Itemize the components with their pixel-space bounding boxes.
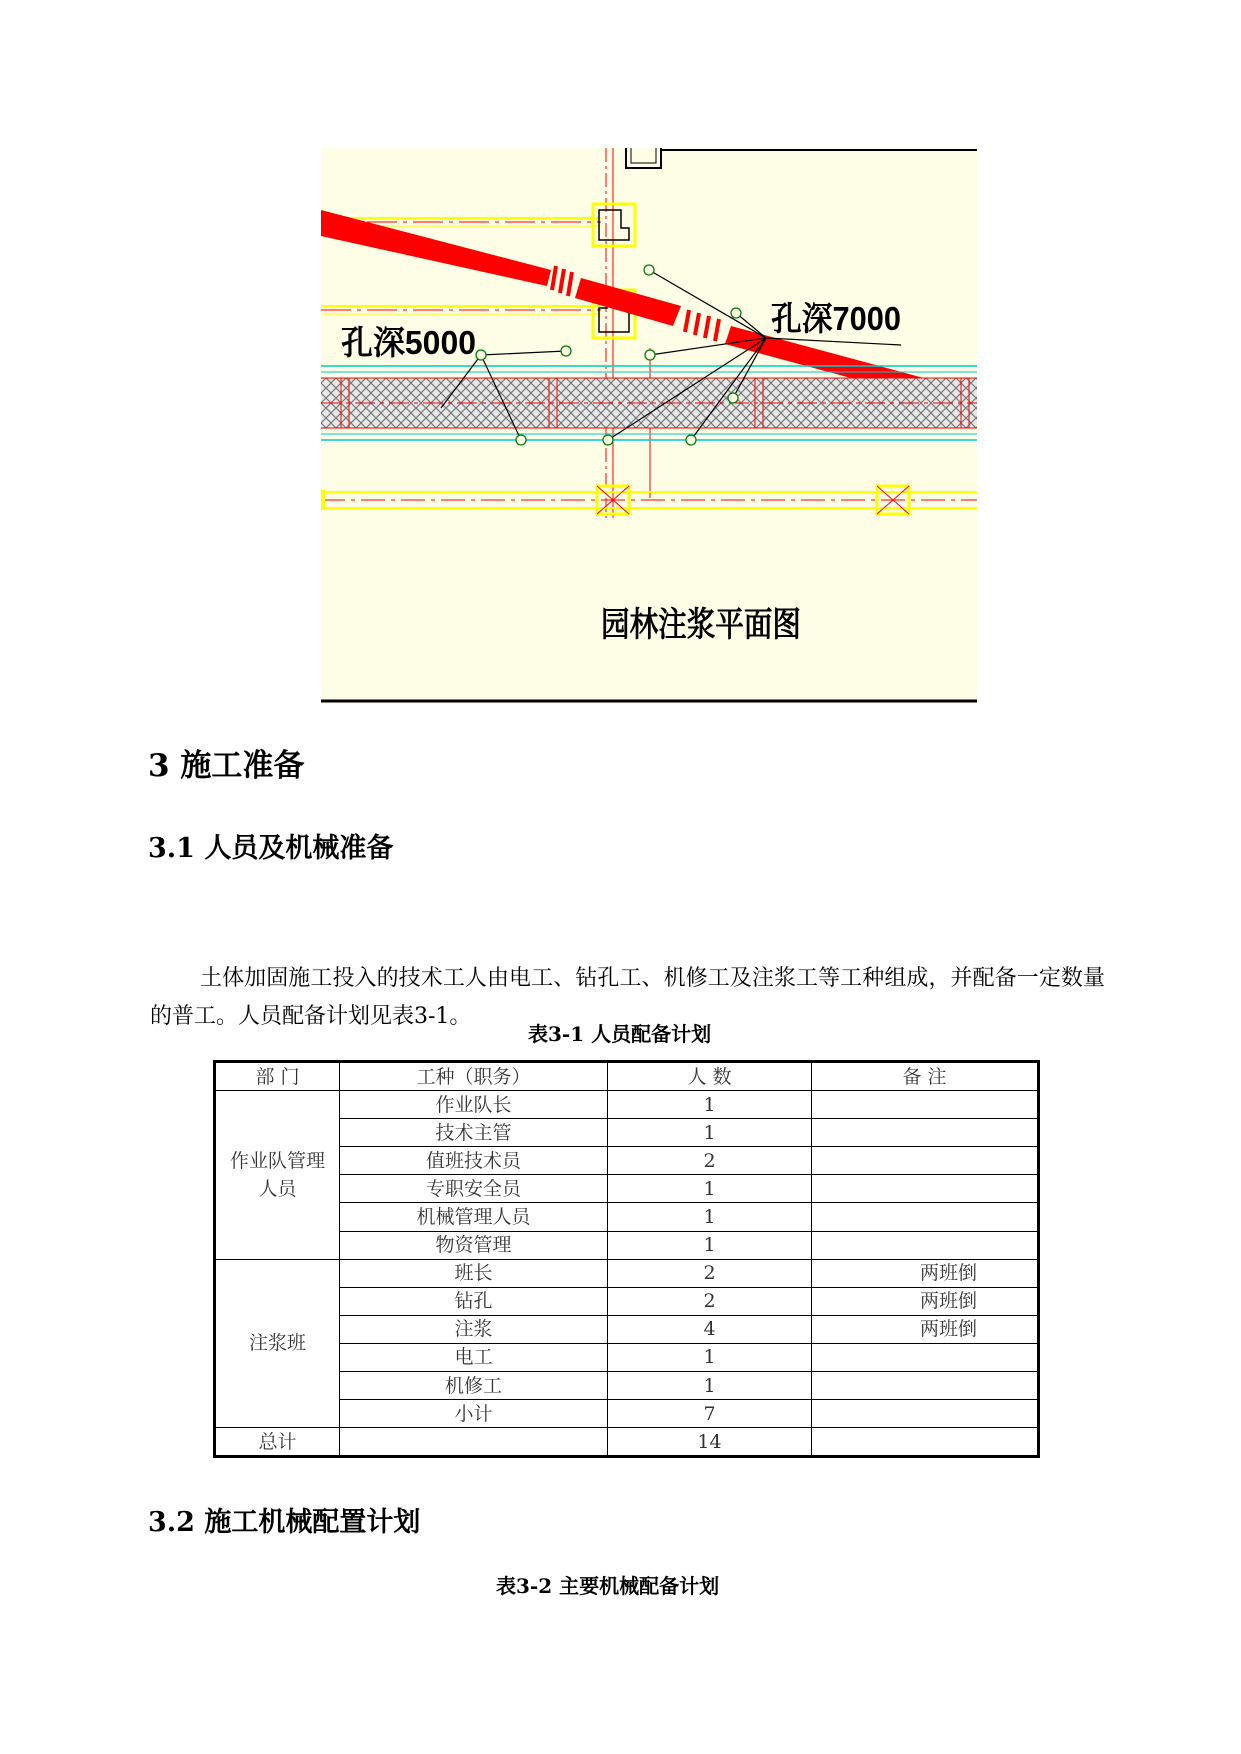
note-cell — [812, 1119, 1039, 1147]
role-cell — [340, 1428, 608, 1457]
table-row — [215, 1259, 1039, 1287]
hole-depth-label: 孔深7000 — [771, 300, 901, 337]
hole-depth-label: 孔深5000 — [341, 324, 476, 361]
role-cell: 机修工 — [340, 1372, 608, 1400]
role-cell: 技术主管 — [340, 1119, 608, 1147]
table-row — [215, 1091, 1039, 1119]
role-cell: 值班技术员 — [340, 1147, 608, 1175]
count-cell: 1 — [608, 1119, 812, 1147]
note-cell — [812, 1091, 1039, 1119]
table-caption: 表3-1 人员配备计划 — [528, 1022, 712, 1046]
column-header: 人 数 — [608, 1062, 812, 1091]
note-cell — [812, 1343, 1039, 1371]
count-cell: 1 — [608, 1091, 812, 1119]
role-cell: 物资管理 — [340, 1231, 608, 1259]
total-label-cell: 总计 — [215, 1428, 340, 1457]
count-cell: 1 — [608, 1372, 812, 1400]
count-cell: 1 — [608, 1203, 812, 1231]
subsection-heading: 3.1 人员及机械准备 — [148, 833, 394, 864]
note-cell — [812, 1400, 1039, 1428]
role-cell: 小计 — [340, 1400, 608, 1428]
note-cell — [812, 1428, 1039, 1457]
column-header: 工种（职务） — [340, 1062, 608, 1091]
note-cell — [812, 1147, 1039, 1175]
note-cell: 两班倒 — [812, 1315, 1039, 1343]
role-cell: 电工 — [340, 1343, 608, 1371]
note-cell: 两班倒 — [812, 1259, 1039, 1287]
column-header: 备 注 — [812, 1062, 1039, 1091]
column-header: 部 门 — [215, 1062, 340, 1091]
role-cell: 注浆 — [340, 1315, 608, 1343]
count-cell: 2 — [608, 1147, 812, 1175]
grouting-plan-drawing — [321, 148, 977, 704]
note-cell — [812, 1175, 1039, 1203]
count-cell: 1 — [608, 1175, 812, 1203]
count-cell: 4 — [608, 1315, 812, 1343]
note-cell — [812, 1203, 1039, 1231]
note-cell: 两班倒 — [812, 1287, 1039, 1315]
subsection-heading: 3.2 施工机械配置计划 — [148, 1507, 421, 1538]
note-cell — [812, 1372, 1039, 1400]
table-caption: 表3-2 主要机械配备计划 — [496, 1574, 720, 1598]
count-cell: 2 — [608, 1287, 812, 1315]
staffing-table — [213, 1060, 1040, 1458]
table-header-row — [215, 1062, 1039, 1091]
note-cell — [812, 1231, 1039, 1259]
count-cell: 7 — [608, 1400, 812, 1428]
drawing-title: 园林注浆平面图 — [601, 605, 801, 645]
role-cell: 机械管理人员 — [340, 1203, 608, 1231]
role-cell: 班长 — [340, 1259, 608, 1287]
section-heading: 3 施工准备 — [148, 748, 305, 784]
role-cell: 作业队长 — [340, 1091, 608, 1119]
total-row — [215, 1428, 1039, 1457]
role-cell: 钻孔 — [340, 1287, 608, 1315]
role-cell: 专职安全员 — [340, 1175, 608, 1203]
body-paragraph: 土体加固施工投入的技术工人由电工、钻孔工、机修工及注浆工等工种组成，并配备一定数量的普工。人员配备计划见表3-1。 — [150, 966, 1105, 1029]
total-count-cell: 14 — [608, 1428, 812, 1457]
count-cell: 2 — [608, 1259, 812, 1287]
department-cell: 注浆班 — [215, 1259, 340, 1428]
department-cell: 作业队管理人员 — [215, 1091, 340, 1260]
count-cell: 1 — [608, 1343, 812, 1371]
count-cell: 1 — [608, 1231, 812, 1259]
